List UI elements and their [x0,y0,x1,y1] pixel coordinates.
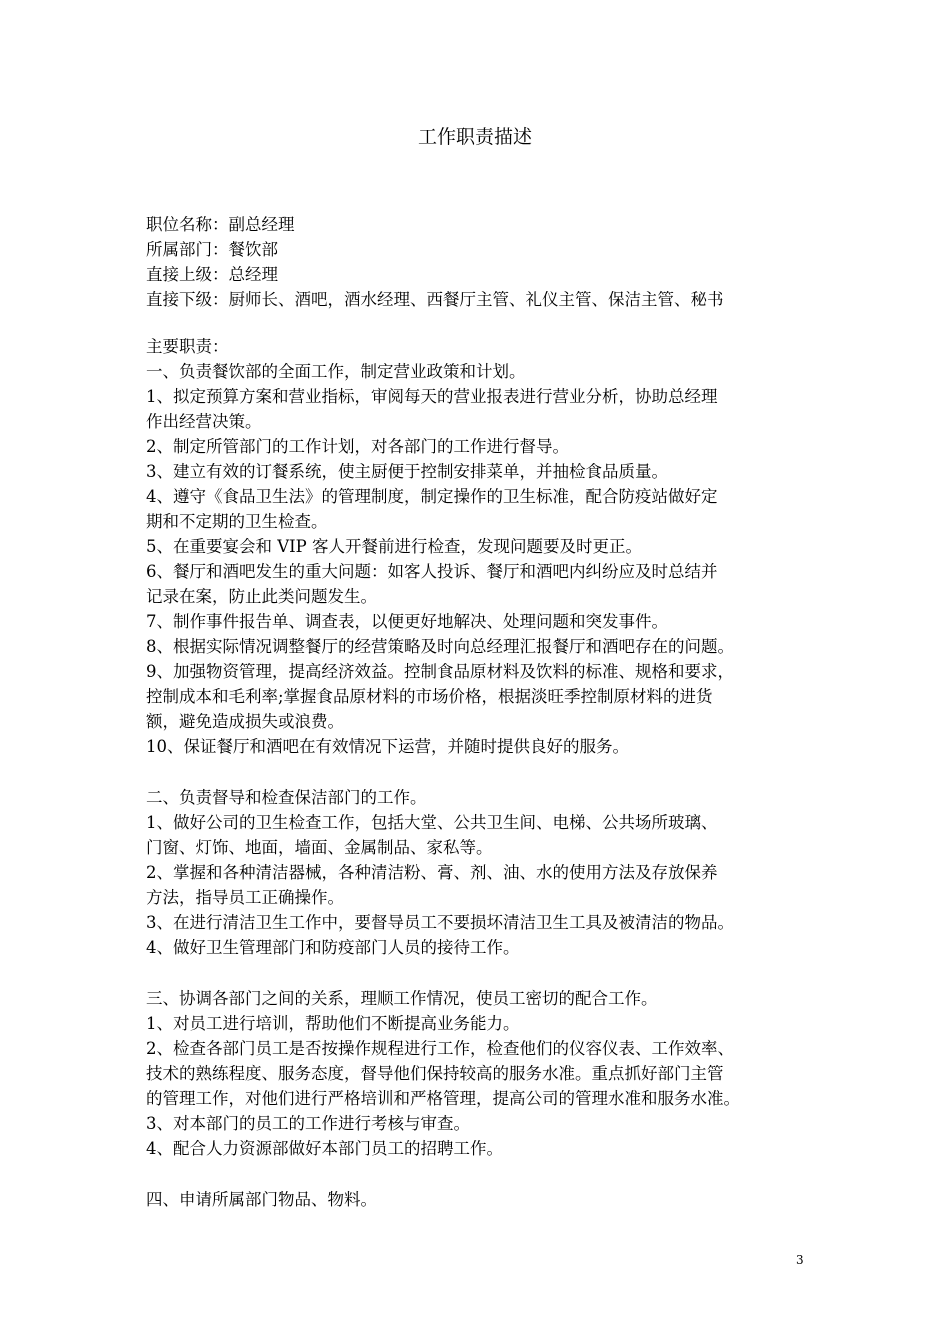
section-1-line: 9、加强物资管理，提高经济效益。控制食品原材料及饮料的标准、规格和要求， [146,662,734,681]
section-2-line: 1、做好公司的卫生检查工作，包括大堂、公共卫生间、电梯、公共场所玻璃、 [146,813,718,832]
section-1-line: 1、拟定预算方案和营业指标，审阅每天的营业报表进行营业分析，协助总经理 [146,387,718,406]
section-4-heading: 四、申请所属部门物品、物料。 [146,1190,377,1209]
section-1-line: 记录在案，防止此类问题发生。 [146,587,377,606]
section-1-line: 控制成本和毛利率;掌握食品原材料的市场价格，根据淡旺季控制原材料的进货 [146,687,713,706]
section-3-line: 的管理工作，对他们进行严格培训和严格管理，提高公司的管理水准和服务水准。 [146,1089,740,1108]
section-1-line: 4、遵守《食品卫生法》的管理制度，制定操作的卫生标准，配合防疫站做好定 [146,487,718,506]
section-3-heading: 三、协调各部门之间的关系，理顺工作情况，使员工密切的配合工作。 [146,989,658,1008]
section-1-line: 7、制作事件报告单、调查表，以便更好地解决、处理问题和突发事件。 [146,612,668,631]
document-title: 工作职责描述 [417,126,532,148]
section-1-line: 8、根据实际情况调整餐厅的经营策略及时向总经理汇报餐厅和酒吧存在的问题。 [146,637,734,656]
info-department: 所属部门：餐饮部 [146,240,278,259]
section-3-line: 技术的熟练程度、服务态度，督导他们保持较高的服务水准。重点抓好部门主管 [146,1064,724,1083]
section-1-line: 10、保证餐厅和酒吧在有效情况下运营，并随时提供良好的服务。 [146,737,629,756]
section-2-line: 方法，指导员工正确操作。 [146,888,344,907]
section-1-line: 期和不定期的卫生检查。 [146,512,328,531]
section-1-heading: 一、负责餐饮部的全面工作，制定营业政策和计划。 [146,362,526,381]
section-1-line: 5、在重要宴会和 VIP 客人开餐前进行检查，发现问题要及时更正。 [146,537,643,556]
section-1-line: 2、制定所管部门的工作计划，对各部门的工作进行督导。 [146,437,569,456]
section-1-line: 3、建立有效的订餐系统，使主厨便于控制安排菜单，并抽检食品质量。 [146,462,668,481]
page-number: 3 [796,1253,804,1267]
document-body [146,212,814,1212]
section-2-line: 4、做好卫生管理部门和防疫部门人员的接待工作。 [146,938,520,957]
info-superior: 直接上级：总经理 [146,265,278,284]
section-3-line: 3、对本部门的员工的工作进行考核与审查。 [146,1114,470,1133]
section-3-line: 1、对员工进行培训，帮助他们不断提高业务能力。 [146,1014,520,1033]
info-subordinates: 直接下级：厨师长、酒吧，酒水经理、西餐厅主管、礼仪主管、保洁主管、秘书 [146,290,724,309]
section-3-line: 4、配合人力资源部做好本部门员工的招聘工作。 [146,1139,503,1158]
section-2-line: 门窗、灯饰、地面，墙面、金属制品、家私等。 [146,838,493,857]
section-2-heading: 二、负责督导和检查保洁部门的工作。 [146,788,427,807]
section-3-line: 2、检查各部门员工是否按操作规程进行工作，检查他们的仪容仪表、工作效率、 [146,1039,734,1058]
main-duties-label: 主要职责： [146,337,229,356]
section-1-line: 6、餐厅和酒吧发生的重大问题：如客人投诉、餐厅和酒吧内纠纷应及时总结并 [146,562,718,581]
info-position: 职位名称：副总经理 [146,215,295,234]
section-2-line: 2、掌握和各种清洁器械，各种清洁粉、膏、剂、油、水的使用方法及存放保养 [146,863,718,882]
section-2-line: 3、在进行清洁卫生工作中，要督导员工不要损坏清洁卫生工具及被清洁的物品。 [146,913,734,932]
section-1-line: 作出经营决策。 [146,412,262,431]
section-1-line: 额，避免造成损失或浪费。 [146,712,344,731]
